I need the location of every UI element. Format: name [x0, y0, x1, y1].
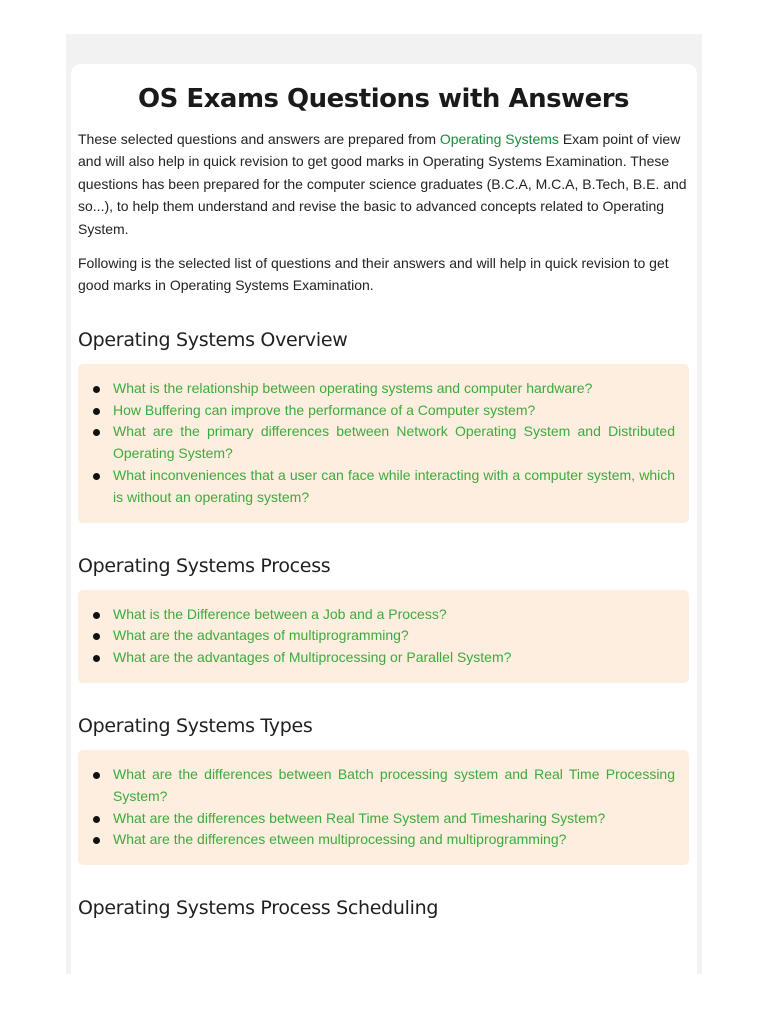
intro-text: These selected questions and answers are prepared from: [78, 131, 440, 147]
question-link[interactable]: What is the Difference between a Job and a Process?: [113, 605, 447, 622]
bullet-icon: [93, 655, 100, 662]
section-heading-overview: Operating Systems Overview: [78, 328, 348, 351]
page-title: OS Exams Questions with Answers: [137, 84, 630, 114]
question-link[interactable]: What are the differences between Batch processing system and Real Time Processing System?: [113, 766, 675, 804]
question-link[interactable]: What are the differences between Real Time System and Timesharing System?: [113, 809, 606, 826]
list-item: [93, 378, 675, 400]
bullet-icon: [93, 633, 100, 640]
question-box-process: [78, 590, 689, 683]
operating-systems-link[interactable]: Operating Systems: [439, 131, 559, 147]
section-heading-process-scheduling: Operating Systems Process Scheduling: [78, 897, 439, 920]
question-link[interactable]: What is the relationship between operating systems and computer hardware?: [113, 379, 593, 396]
intro-paragraph-1: [78, 128, 689, 240]
list-item: [93, 400, 675, 422]
question-link[interactable]: What are the primary differences between Network Operating System and Distributed Operating System?: [113, 423, 675, 462]
section-heading-process: Operating Systems Process: [78, 554, 331, 577]
question-box-types: [78, 750, 689, 865]
question-link[interactable]: What are the advantages of multiprogramming?: [113, 627, 409, 644]
bullet-icon: [93, 837, 100, 844]
bullet-icon: [93, 386, 100, 393]
question-box-overview: [78, 364, 689, 523]
bullet-icon: [93, 816, 100, 823]
bullet-icon: [93, 429, 100, 436]
question-link[interactable]: How Buffering can improve the performance of a Computer system?: [113, 401, 536, 418]
question-link[interactable]: What are the differences etween multiprocessing and multiprogramming?: [113, 831, 567, 848]
list-item: [93, 647, 675, 669]
list-item: [93, 421, 675, 465]
bullet-icon: [93, 612, 100, 619]
section-heading-types: Operating Systems Types: [78, 715, 313, 738]
intro-text: Exam point of view and will also help in quick revision to get good marks in Operating Systems Examination. These questions has been prepared for the computer science graduates (B.C.A, M.C.A, B.Tech, B.E. and so...), to help them understand and revise the basic to advanced concepts related to Operating System.: [78, 131, 687, 237]
question-link[interactable]: What inconveniences that a user can face while interacting with a computer system, which is without an operating system?: [113, 467, 675, 505]
list-item: [93, 625, 675, 647]
list-item: [93, 465, 675, 509]
page-background: [66, 34, 702, 974]
intro-paragraph-2: Following is the selected list of questions and their answers and will help in quick revision to get good marks in Operating Systems Examination.: [78, 255, 669, 294]
bullet-icon: [93, 473, 100, 480]
question-link[interactable]: What are the advantages of Multiprocessing or Parallel System?: [113, 649, 512, 666]
bullet-icon: [93, 408, 100, 415]
list-item: [93, 764, 675, 808]
bullet-icon: [93, 772, 100, 779]
list-item: [93, 604, 675, 626]
content-card: [71, 64, 697, 974]
list-item: [93, 829, 675, 851]
list-item: [93, 808, 675, 830]
